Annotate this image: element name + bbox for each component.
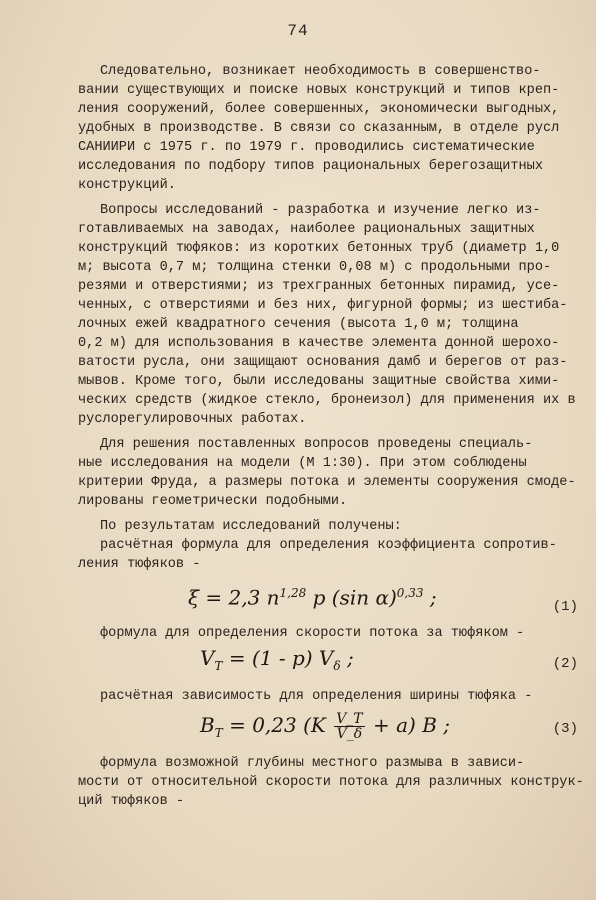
equation-number-2: (2) bbox=[552, 656, 578, 672]
formula-exponent: 0,33 bbox=[396, 586, 424, 600]
formula-part: ; bbox=[340, 646, 354, 670]
text-line: расчётная зависимость для определения ширины тюфяка - bbox=[100, 689, 533, 704]
text-line: вании существующих и поиске новых конструкций и типов креп- bbox=[78, 83, 560, 98]
text-body bbox=[78, 62, 584, 817]
formula-subscript: T bbox=[214, 726, 223, 740]
text-line: ческих средств (жидкое стекло, бронеизол) для применения их в bbox=[78, 393, 576, 408]
formula-3-row bbox=[78, 708, 584, 752]
equation-number-3: (3) bbox=[552, 721, 578, 737]
formula-subscript: δ bbox=[333, 659, 341, 673]
text-line: мывов. Кроме того, были исследованы защитные свойства хими- bbox=[78, 374, 560, 389]
text-line: ций тюфяков - bbox=[78, 794, 185, 809]
page-number: 74 bbox=[287, 22, 309, 40]
equation-number-1: (1) bbox=[552, 599, 578, 615]
results-block bbox=[78, 517, 584, 574]
formula-part: + a) B ; bbox=[366, 713, 450, 737]
formula-symbol: B bbox=[200, 713, 215, 737]
formula-symbol: ξ bbox=[188, 585, 200, 610]
formula-2-row bbox=[78, 645, 584, 685]
text-line: готавливаемых на заводах, наиболее рациональных защитных bbox=[78, 222, 535, 237]
formula-2 bbox=[200, 646, 354, 676]
text-line: мости от относительной скорости потока для различных конструк- bbox=[78, 775, 584, 790]
text-line: м; высота 0,7 м; толщина стенки 0,08 м) с продольными про- bbox=[78, 260, 552, 275]
formula-part: ; bbox=[423, 585, 437, 610]
formula-part: p (sin α) bbox=[306, 585, 397, 610]
formula-symbol: V bbox=[200, 646, 215, 670]
formula-1 bbox=[188, 584, 437, 608]
text-line: удобных в производстве. В связи со сказанным, в отделе русл bbox=[78, 121, 560, 136]
text-line: расчётная формула для определения коэффициента сопротив- bbox=[100, 538, 557, 553]
text-line: конструкций тюфяков: из коротких бетонных труб (диаметр 1,0 bbox=[78, 241, 560, 256]
text-line: формула возможной глубины местного размыва в зависи- bbox=[100, 756, 525, 771]
paragraph-1 bbox=[78, 62, 584, 195]
formula-part: = 2,3 n bbox=[199, 585, 280, 610]
paragraph-2 bbox=[78, 201, 584, 429]
text-line: Вопросы исследований - разработка и изучение легко из- bbox=[100, 203, 541, 218]
text-line: ченных, с отверстиями и без них, фигурной формы; из шестиба- bbox=[78, 298, 568, 313]
text-line: ные исследования на модели (М 1:30). При этом соблюдены bbox=[78, 456, 527, 471]
formula-3 bbox=[200, 712, 450, 743]
formula-part: = 0,23 (K bbox=[222, 713, 333, 737]
final-paragraph bbox=[78, 754, 584, 811]
text-line: Для решения поставленных вопросов проведены специаль- bbox=[100, 437, 533, 452]
text-line: ления тюфяков - bbox=[78, 557, 201, 572]
text-line: исследования по подбору типов рациональных берегозащитных bbox=[78, 159, 543, 174]
text-line: лочных ежей квадратного сечения (высота 1,0 м; толщина bbox=[78, 317, 519, 332]
fraction-denominator: V_δ bbox=[336, 726, 363, 742]
formula-1-row bbox=[78, 576, 584, 622]
text-line: конструкций. bbox=[78, 178, 176, 193]
formula-exponent: 1,28 bbox=[279, 586, 307, 600]
formula-fraction bbox=[334, 712, 364, 741]
text-line: формула для определения скорости потока за тюфяком - bbox=[100, 626, 525, 641]
formula-part: = (1 - p) V bbox=[222, 646, 334, 670]
text-line: ватости русла, они защищают основания дамб и берегов от раз- bbox=[78, 355, 568, 370]
text-line: 0,2 м) для использования в качестве элемента донной шерохо- bbox=[78, 336, 560, 351]
text-line: резями и отверстиями; из трехгранных бетонных пирамид, усе- bbox=[78, 279, 560, 294]
fraction-numerator: V_T bbox=[336, 711, 363, 727]
text-line: ления сооружений, более совершенных, экономически выгодных, bbox=[78, 102, 560, 117]
text-line: критерии Фруда, а размеры потока и элементы сооружения смоде- bbox=[78, 475, 576, 490]
text-line: лированы геометрически подобными. bbox=[78, 494, 348, 509]
paragraph-3 bbox=[78, 435, 584, 511]
text-line: Следовательно, возникает необходимость в совершенство- bbox=[100, 64, 541, 79]
text-line: САНИИРИ с 1975 г. по 1979 г. проводились систематические bbox=[78, 140, 535, 155]
results-intro: По результатам исследований получены: bbox=[100, 519, 402, 534]
item-2 bbox=[78, 624, 584, 643]
text-line: руслорегулировочных работах. bbox=[78, 412, 307, 427]
item-3 bbox=[78, 687, 584, 706]
formula-subscript: T bbox=[214, 659, 223, 673]
